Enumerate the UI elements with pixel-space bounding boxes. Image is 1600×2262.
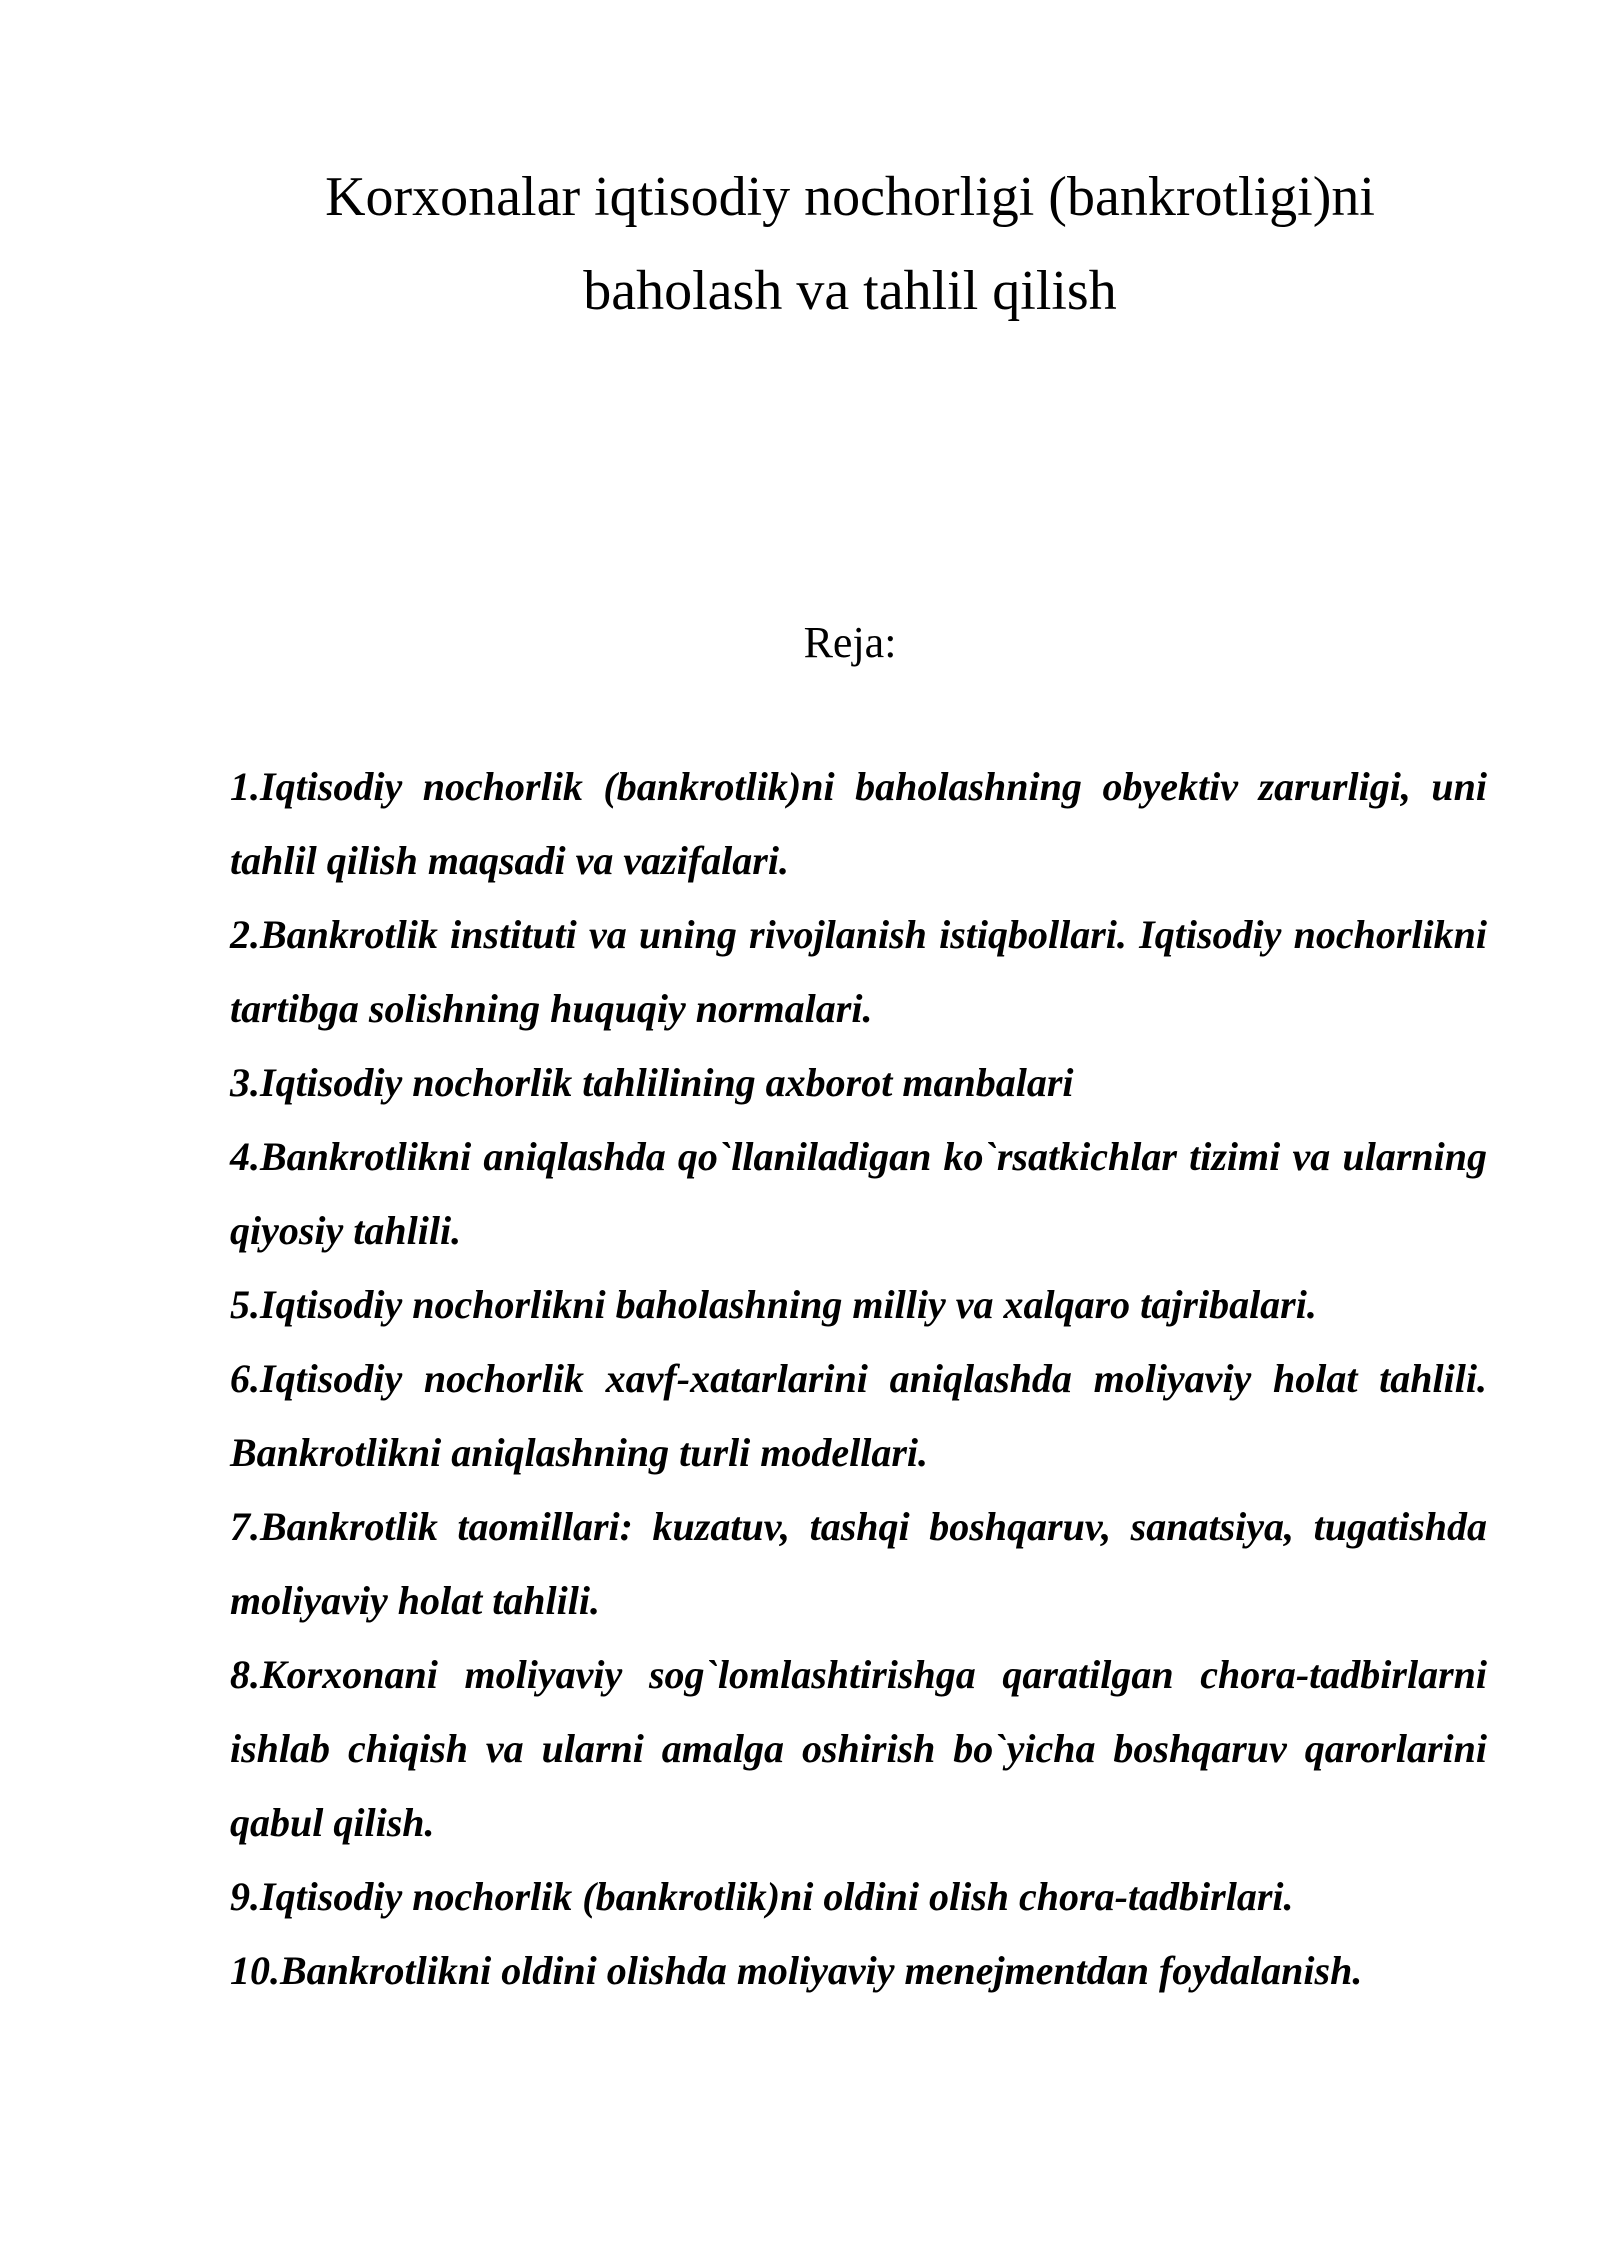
plan-heading: Reja: bbox=[803, 618, 897, 667]
plan-list bbox=[230, 750, 1487, 2008]
plan-item-9: 9.Iqtisodiy nochorlik (bankrotlik)ni oldini olish chora-tadbirlari. bbox=[230, 1874, 1294, 1919]
plan-item-2: 2.Bankrotlik instituti va uning rivojlanish istiqbollari. Iqtisodiy nochorlikni tartibga solishning huquqiy normalari. bbox=[230, 912, 1487, 1031]
title-line-2: baholash va tahlil qilish bbox=[583, 260, 1117, 322]
document-title bbox=[250, 150, 1450, 338]
plan-item-1: 1.Iqtisodiy nochorlik (bankrotlik)ni baholashning obyektiv zarurligi, uni tahlil qilish maqsadi va vazifalari. bbox=[230, 764, 1487, 883]
plan-item-6: 6.Iqtisodiy nochorlik xavf-xatarlarini aniqlashda moliyaviy holat tahlili. Bankrotlikni aniqlashning turli modellari. bbox=[230, 1356, 1487, 1475]
plan-item-3: 3.Iqtisodiy nochorlik tahlilining axborot manbalari bbox=[230, 1060, 1074, 1105]
plan-item-8: 8.Korxonani moliyaviy sog`lomlashtirishga qaratilgan chora-tadbirlarni ishlab chiqish va ularni amalga oshirish bo`yicha boshqaruv qarorlarini qabul qilish. bbox=[230, 1652, 1487, 1845]
plan-item-10: 10.Bankrotlikni oldini olishda moliyaviy menejmentdan foydalanish. bbox=[230, 1948, 1363, 1993]
title-line-1: Korxonalar iqtisodiy nochorligi (bankrotligi)ni bbox=[325, 166, 1375, 228]
plan-item-4: 4.Bankrotlikni aniqlashda qo`llaniladigan ko`rsatkichlar tizimi va ularning qiyosiy tahlili. bbox=[230, 1134, 1487, 1253]
plan-item-7: 7.Bankrotlik taomillari: kuzatuv, tashqi boshqaruv, sanatsiya, tugatishda moliyaviy holat tahlili. bbox=[230, 1504, 1487, 1623]
plan-item-5: 5.Iqtisodiy nochorlikni baholashning milliy va xalqaro tajribalari. bbox=[230, 1282, 1317, 1327]
